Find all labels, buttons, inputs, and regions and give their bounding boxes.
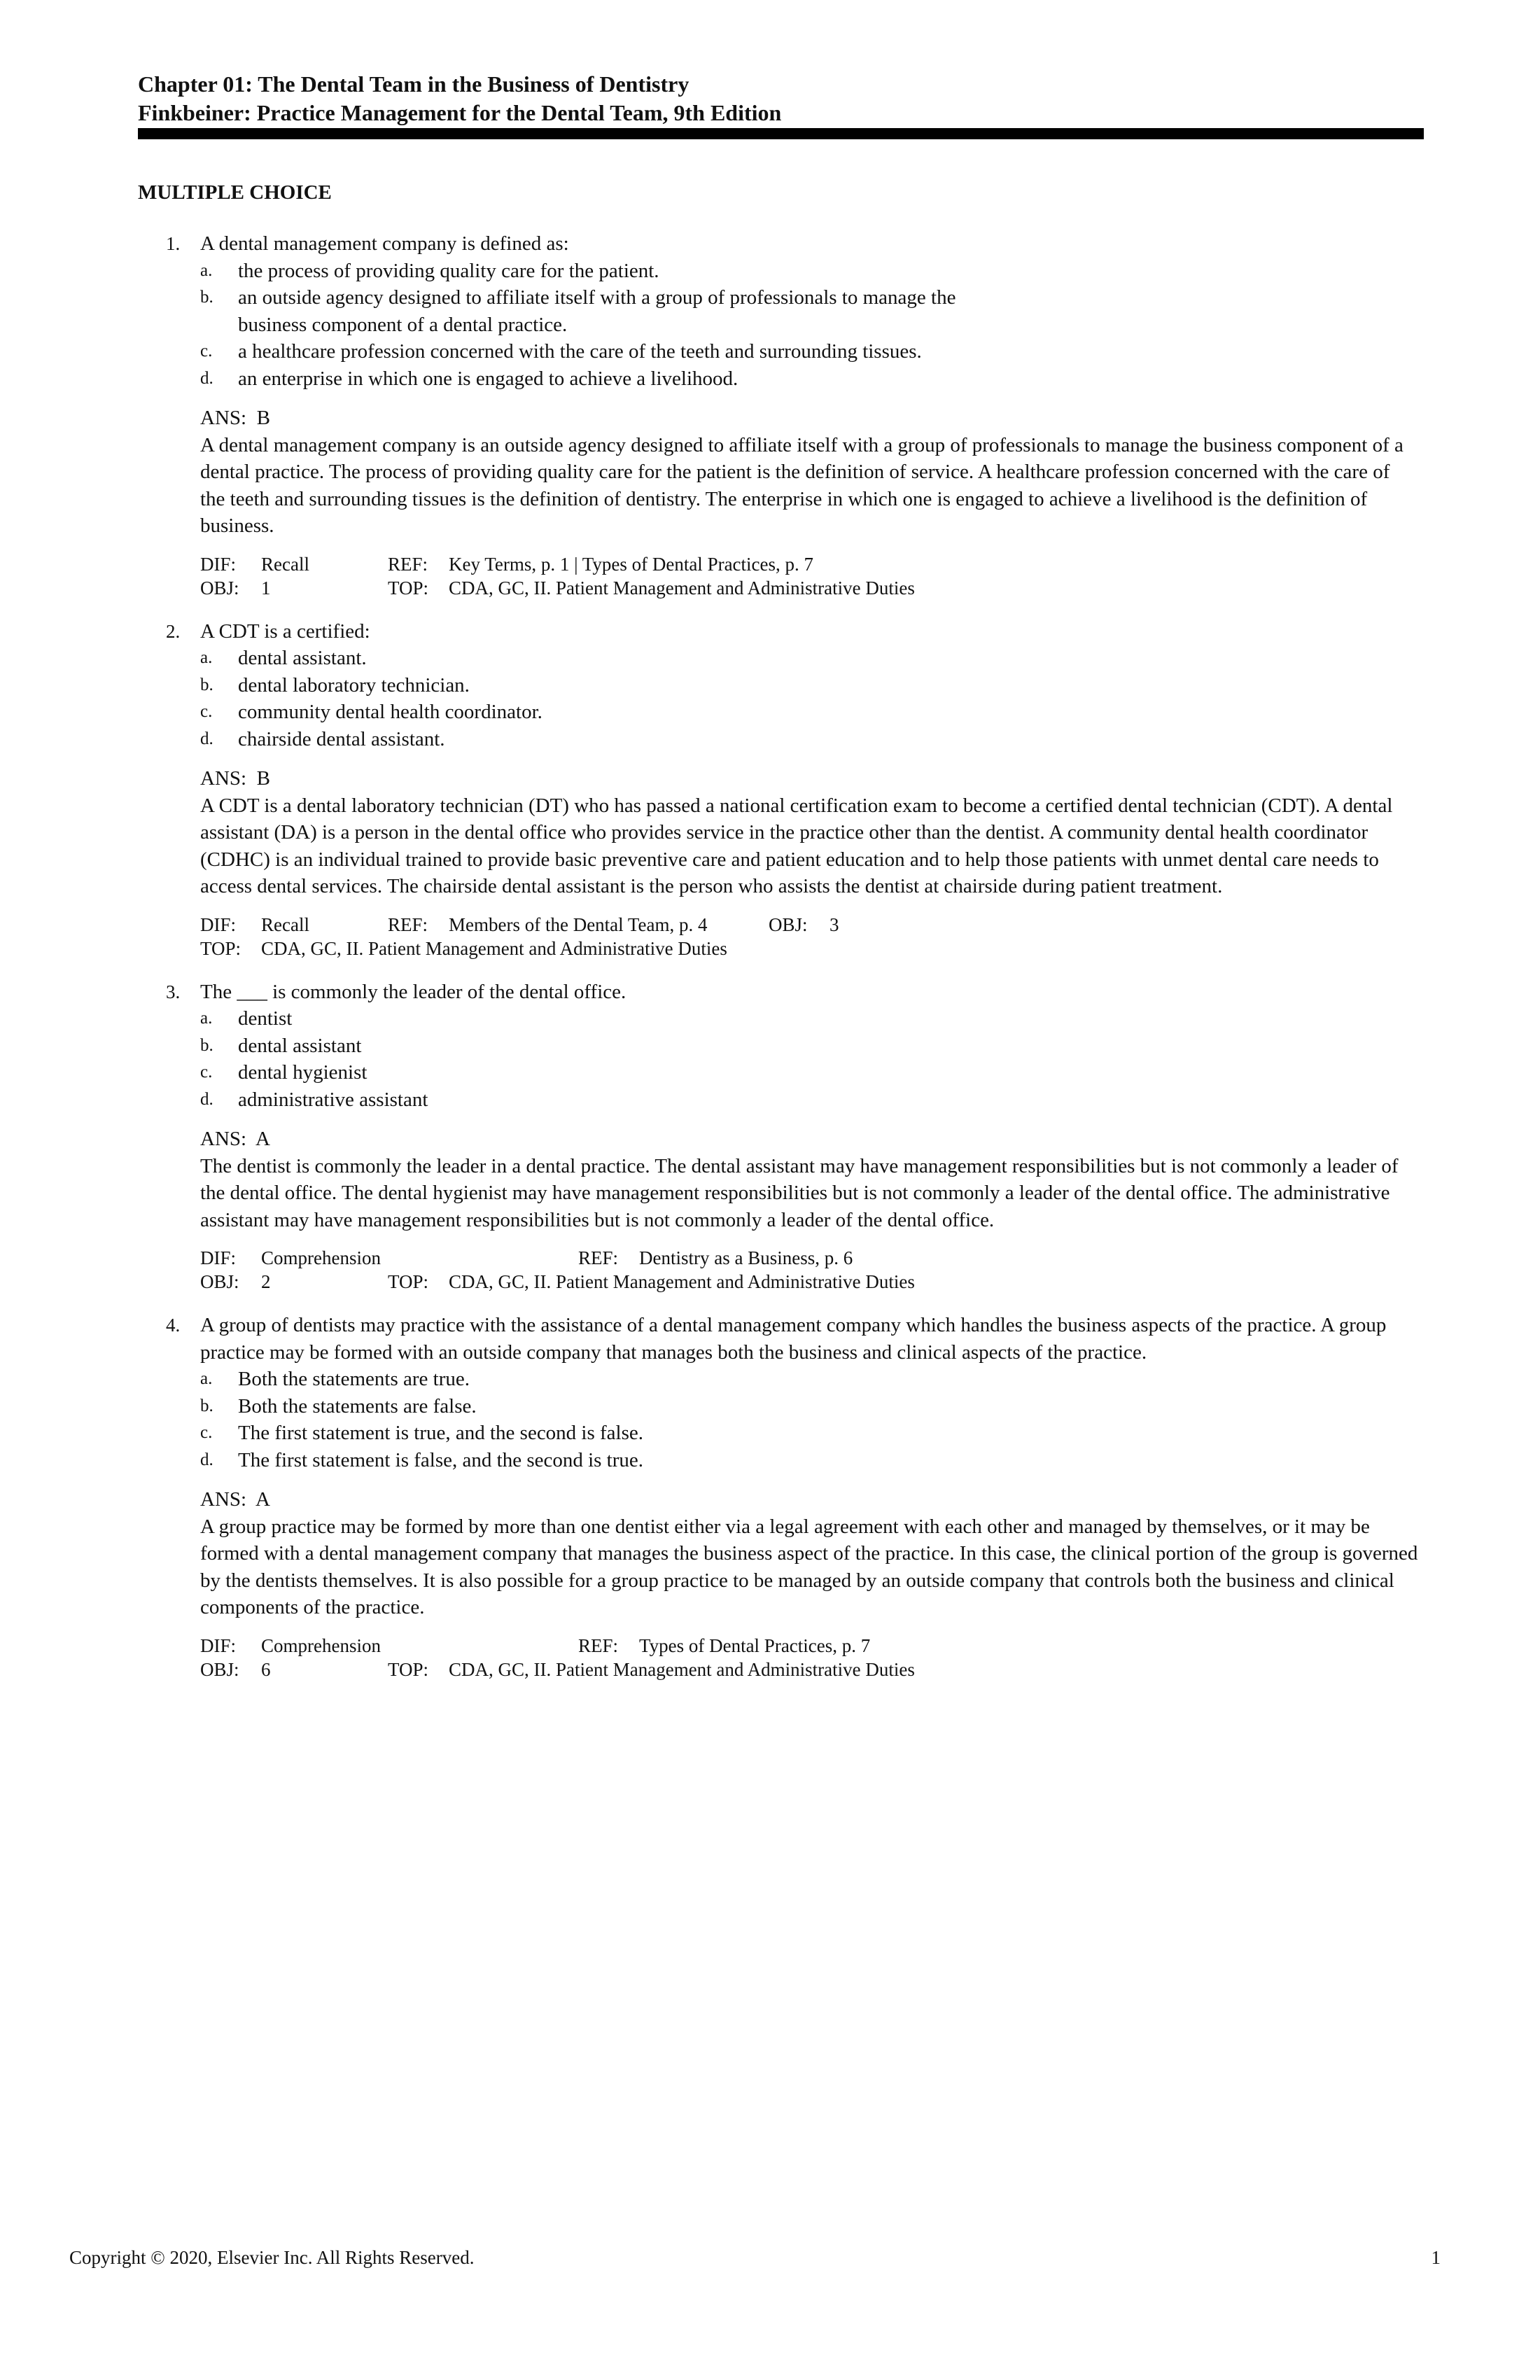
footer-copyright: Copyright © 2020, Elsevier Inc. All Rights Reserved. [69,2247,475,2268]
option-a [200,1005,1424,1032]
question-metadata [200,913,1424,960]
option-letter: d. [200,368,214,388]
obj-label: OBJ: [200,1658,239,1680]
ref-value: Members of the Dental Team, p. 4 [449,913,708,935]
option-c [200,1420,1424,1447]
ref-label: REF: [578,1247,619,1268]
document-header [138,70,1424,127]
option-letter: a. [200,260,213,280]
option-letter: c. [200,1063,213,1082]
option-d [200,1447,1424,1474]
option-letter: c. [200,702,213,721]
option-d [200,365,959,393]
option-text: dentist [238,1007,293,1030]
option-text: an enterprise in which one is engaged to achieve a livelihood. [238,367,738,390]
ref-value: Types of Dental Practices, p. 7 [639,1634,871,1656]
top-value: CDA, GC, II. Patient Management and Administrative Duties [449,1658,915,1680]
question-metadata [200,552,1424,600]
rationale: A group practice may be formed by more than one dentist either via a legal agreement with each other and managed by themselves, or it may be formed with a dental management company that manages the business aspect of the practice. In this case, the clinical portion of the group is governed by the dentists themselves. It is also possible for a group practice to be managed by an outside company that controls both the business and clinical components of the practice. [200,1515,1418,1618]
option-letter: a. [200,1369,213,1388]
option-letter: d. [200,1450,214,1469]
ref-label: REF: [388,553,428,575]
answer-value: B [256,407,270,429]
option-a [200,1366,1424,1393]
option-b [200,1393,1424,1420]
option-letter: c. [200,342,213,360]
question-number: 4. [166,1315,181,1336]
obj-label: OBJ: [769,913,808,935]
answer-label: ANS: [200,407,247,429]
option-letter: b. [200,675,214,694]
option-text: chairside dental assistant. [238,727,445,750]
question-number: 2. [166,620,181,642]
option-text: the process of providing quality care for the patient. [238,259,659,282]
option-text: dental laboratory technician. [238,673,470,696]
obj-value: 1 [261,577,271,598]
option-d [200,1086,1424,1114]
question-stem: A group of dentists may practice with the assistance of a dental management company which handles the business aspects of the practice. A group practice may be formed with an outside company that manages both the business and clinical aspects of the practice. [200,1314,1387,1364]
dif-value: Recall [261,553,309,575]
option-c [200,1059,1424,1086]
question-1 [138,230,1424,600]
ref-value: Key Terms, p. 1 | Types of Dental Practices, p. 7 [449,553,814,575]
option-c [200,338,959,365]
ref-value: Dentistry as a Business, p. 6 [639,1247,853,1268]
option-b [200,672,1424,699]
option-text: community dental health coordinator. [238,701,542,723]
dif-label: DIF: [200,1247,237,1268]
rationale: The dentist is commonly the leader in a dental practice. The dental assistant may have management responsibilities but is not commonly a leader of the dental office. The dental hygienist may have management responsibilities but is not commonly a leader of the dental office. The administrative assistant may have management responsibilities but is not commonly a leader of the dental office. [200,1154,1399,1231]
obj-value: 2 [261,1271,271,1292]
dif-value: Recall [261,913,309,935]
rationale: A dental management company is an outside agency designed to affiliate itself with a group of professionals to manage the business component of a dental practice. The process of providing quality care for the patient is the definition of service. A healthcare profession concerned with the care of the teeth and surrounding tissues is the definition of dentistry. The enterprise in which one is engaged to achieve a livelihood is the definition of business. [200,433,1404,537]
obj-label: OBJ: [200,1271,239,1292]
question-number: 1. [166,233,181,254]
option-b [200,284,959,338]
question-metadata [200,1634,1424,1681]
option-text: Both the statements are false. [238,1394,477,1418]
top-value: CDA, GC, II. Patient Management and Administrative Duties [449,1271,915,1292]
obj-label: OBJ: [200,577,239,598]
answer-line [200,405,1424,432]
top-value: CDA, GC, II. Patient Management and Administrative Duties [449,577,915,598]
option-text: dental assistant [238,1034,362,1057]
answer-label: ANS: [200,1128,247,1150]
top-label: TOP: [388,1658,429,1680]
option-letter: d. [200,729,214,748]
obj-value: 6 [261,1658,271,1680]
option-d [200,726,1424,753]
answer-label: ANS: [200,1488,247,1511]
dif-label: DIF: [200,913,237,935]
answer-value: B [256,767,270,790]
question-metadata [200,1246,1424,1294]
question-number: 3. [166,981,181,1002]
question-3 [138,979,1424,1294]
top-value: CDA, GC, II. Patient Management and Administrative Duties [261,937,727,959]
option-a [200,258,959,285]
question-list [138,230,1424,1681]
option-b [200,1032,1424,1060]
answer-line [200,1486,1424,1513]
answer-line [200,765,1424,792]
dif-label: DIF: [200,1634,237,1656]
option-letter: a. [200,648,213,667]
dif-value: Comprehension [261,1247,381,1268]
question-2 [138,618,1424,960]
page-number: 1 [1431,2247,1441,2268]
ref-label: REF: [578,1634,619,1656]
obj-value: 3 [830,913,839,935]
question-stem: The ___ is commonly the leader of the dental office. [200,980,626,1003]
answer-label: ANS: [200,767,247,790]
option-text: dental assistant. [238,647,367,669]
answer-value: A [255,1488,270,1511]
option-text: an outside agency designed to affiliate itself with a group of professionals to manage the business component of a dental practice. [238,286,956,336]
top-label: TOP: [388,577,429,598]
option-letter: d. [200,1089,214,1109]
option-text: a healthcare profession concerned with the care of the teeth and surrounding tissues. [238,340,922,363]
option-letter: a. [200,1009,213,1028]
question-4 [138,1312,1424,1681]
option-text: The first statement is true, and the second is false. [238,1422,644,1444]
chapter-title: Chapter 01: The Dental Team in the Business of Dentistry [138,71,690,97]
option-letter: b. [200,1396,214,1415]
rationale: A CDT is a dental laboratory technician (DT) who has passed a national certification exam to become a certified dental technician (CDT). A dental assistant (DA) is a person in the dental office who provides service in the practice other than the dentist. A community dental health coordinator (CDHC) is an individual trained to provide basic preventive care and patient education and to help those patients with unmet dental care needs to access dental services. The chairside dental assistant is the person who assists the dentist at chairside during patient treatment. [200,794,1393,897]
dif-value: Comprehension [261,1634,381,1656]
answer-line [200,1126,1424,1153]
option-letter: c. [200,1423,213,1442]
question-stem: A CDT is a certified: [200,620,370,643]
option-text: dental hygienist [238,1061,368,1084]
option-text: The first statement is false, and the second is true. [238,1448,644,1471]
header-rule [138,128,1424,139]
option-letter: b. [200,288,214,307]
ref-label: REF: [388,913,428,935]
top-label: TOP: [200,937,241,959]
question-stem: A dental management company is defined as: [200,232,569,255]
dif-label: DIF: [200,553,237,575]
option-text: administrative assistant [238,1088,428,1111]
option-letter: b. [200,1035,214,1055]
section-title: MULTIPLE CHOICE [138,181,332,204]
option-a [200,645,1424,672]
book-title: Finkbeiner: Practice Management for the Dental Team, 9th Edition [138,100,782,125]
option-text: Both the statements are true. [238,1368,470,1390]
option-c [200,699,1424,726]
answer-value: A [255,1128,270,1150]
top-label: TOP: [388,1271,429,1292]
